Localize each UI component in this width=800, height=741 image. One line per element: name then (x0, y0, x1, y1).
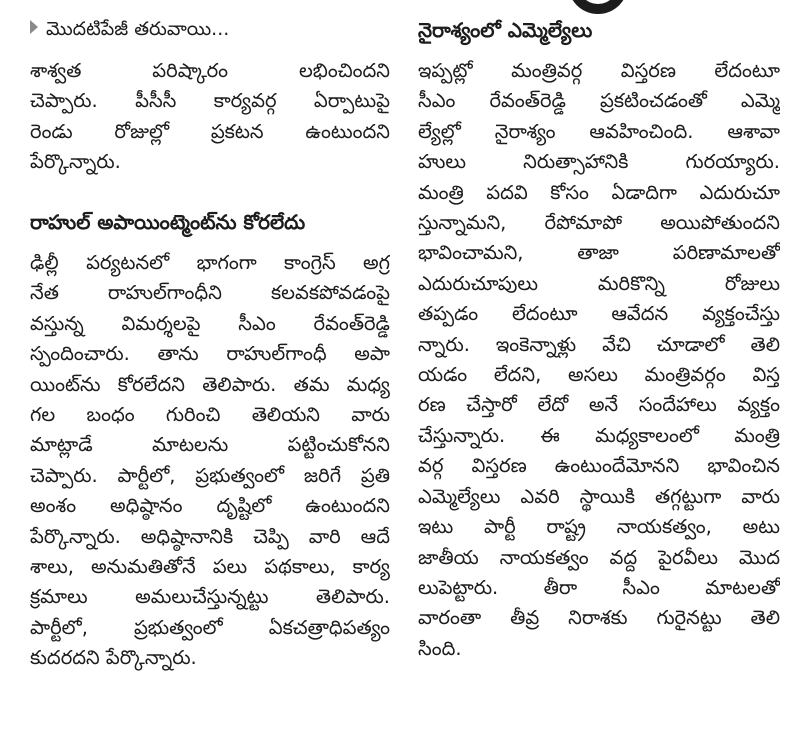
text-line: యడం లేదని, అసలు మంత్రివర్గం విస్త (418, 363, 780, 387)
text-line: మంత్రి పదవి కోసం ఏడాదిగా ఎదురుచూ (418, 180, 780, 204)
left-paragraph-1 (30, 56, 390, 178)
triangle-arrow-icon (30, 20, 38, 34)
text-line: ఇప్పట్లో మంత్రివర్గ విస్తరణ లేదంటూ (418, 59, 780, 82)
text-line: స్పందించారు. తాను రాహుల్‌గాంధీ అపా (30, 342, 390, 366)
text-line: గల బంధం గురించి తెలియని వారు (30, 403, 390, 427)
text-line: శాలు, అనుమతితోనే పలు పథకాలు, కార్య (30, 555, 390, 579)
text-line: క్రమాలు అమలుచేస్తున్నట్టు తెలిపారు. (30, 585, 390, 609)
subheading-mlas-despair: నైరాశ్యంలో ఎమ్మెల్యేలు (418, 18, 593, 42)
text-line: చెప్పారు. పార్టీలో, ప్రభుత్వంలో జరిగే ప్రతి (30, 463, 390, 487)
continuation-text: మొదటిపేజీ తరువాయి... (46, 18, 230, 40)
text-line: స్తున్నామని, రేపోమాపో అయిపోతుందని (418, 211, 780, 235)
text-line: శాశ్వత పరిష్కారం లభించిందని (30, 59, 390, 82)
text-line: పేర్కొన్నారు. అధిష్ఠానానికి చెప్పి వారి ఆదే (30, 524, 390, 548)
text-line: పేర్కొన్నారు. (30, 150, 121, 174)
text-line: వస్తున్న విమర్శలపై సీఎం రేవంత్‌రెడ్డి (30, 311, 390, 335)
text-line: మాట్లాడే మాటలను పట్టించుకోనని (30, 433, 390, 457)
text-line: ఇటు పార్టీ రాష్ట్ర నాయకత్వం, అటు (418, 515, 780, 539)
continuation-label (30, 16, 229, 42)
text-line: ఢిల్లీ పర్యటనలో భాగంగా కాంగ్రెస్ అగ్ర (30, 251, 390, 274)
text-line: చెప్పారు. పీసీసీ కార్యవర్గ ఏర్పాటుపై (30, 89, 390, 113)
text-line: చేస్తున్నారు. ఈ మధ్యకాలంలో మంత్రి (418, 423, 780, 447)
text-line: తప్పడం లేదంటూ ఆవేదన వ్యక్తంచేస్తు (418, 302, 780, 326)
text-line: నేత రాహుల్‌గాంధీని కలవకపోవడంపై (30, 281, 390, 305)
text-line: లుపెట్టారు. తీరా సీఎం మాటలతో (418, 575, 780, 599)
left-paragraph-2 (30, 248, 390, 674)
text-line: వర్గ విస్తరణ ఉంటుందేమోనని భావించిన (418, 454, 780, 478)
subheading-rahul-appointment: రాహుల్ అపాయింట్మెంట్‌ను కోరలేదు (30, 210, 306, 234)
text-line: సీఎం రేవంత్‌రెడ్డి ప్రకటించడంతో ఎమ్మె (418, 89, 780, 113)
text-line: కుదరదని పేర్కొన్నారు. (30, 646, 197, 670)
text-line: పార్టీలో, ప్రభుత్వంలో ఏకచత్రాధిపత్యం (30, 615, 390, 639)
text-line: అంశం అధిష్ఠానం దృష్టిలో ఉంటుందని (30, 494, 390, 518)
text-line: రణ చేస్తారో లేదో అనే సందేహాలు వ్యక్తం (418, 393, 780, 417)
text-line: ఎదురుచూపులు మరికొన్ని రోజులు (418, 271, 780, 295)
text-line: హులు నిరుత్సాహానికి గురయ్యారు. (418, 150, 780, 174)
masthead-fragment (568, 0, 628, 14)
text-line: వారంతా తీవ్ర నిరాశకు గురైనట్టు తెలి (418, 606, 780, 630)
text-line: సింది. (418, 636, 462, 660)
text-line: యింట్‌ను కోరలేదని తెలిపారు. తమ మధ్య (30, 372, 390, 396)
text-line: ఎమ్మెల్యేలు ఎవరి స్థాయికి తగ్గట్టుగా వారు (418, 484, 780, 508)
right-paragraph-1 (418, 56, 780, 664)
text-line: రెండు రోజుల్లో ప్రకటన ఉంటుందని (30, 119, 390, 143)
text-line: ల్యేల్లో నైరాశ్యం ఆవహించింది. ఆశావా (418, 119, 780, 143)
text-line: భావించామని, తాజా పరిణామాలతో (418, 241, 780, 265)
text-line: జాతీయ నాయకత్వం వద్ద పైరవీలు మొద (418, 545, 780, 569)
text-line: న్నారు. ఇంకెన్నాళ్లు వేచి చూడాలో తెలి (418, 332, 780, 356)
